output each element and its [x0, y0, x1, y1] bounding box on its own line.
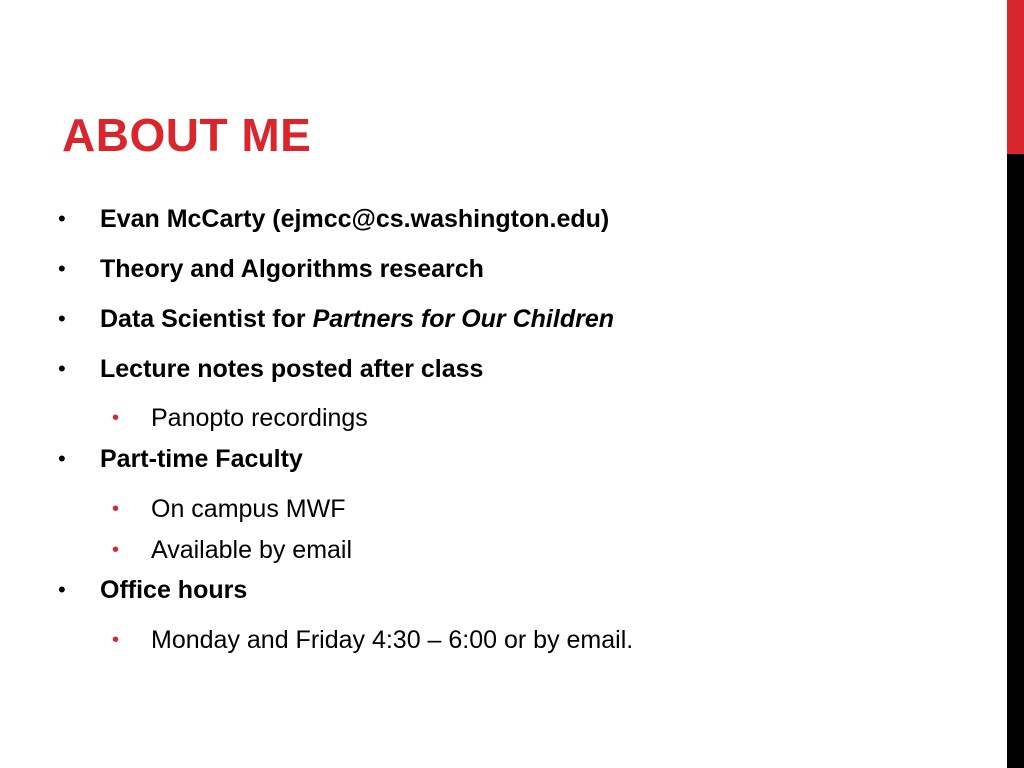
bullet-text-part-time: Part-time Faculty: [100, 445, 303, 473]
bullet-icon: •: [58, 306, 66, 331]
bullet-icon: •: [58, 356, 66, 381]
sub-bullet-icon: •: [112, 629, 120, 651]
bullet-text-office-hours: Office hours: [100, 576, 248, 604]
side-accent-bar-red: [1007, 0, 1024, 154]
bullet-icon: •: [58, 206, 66, 231]
organization-name: Partners for Our Children: [312, 305, 615, 333]
bullet-text-prefix: Data Scientist for: [100, 305, 313, 333]
sub-bullet-text-on-campus: On campus MWF: [151, 495, 346, 523]
sub-bullet-text-panopto: Panopto recordings: [151, 404, 368, 432]
bullet-text-lecture-notes: Lecture notes posted after class: [100, 355, 484, 383]
bullet-text-research: Theory and Algorithms research: [100, 255, 484, 283]
bullet-icon: •: [58, 577, 66, 602]
bullet-icon: •: [58, 256, 66, 281]
bullet-text-data-scientist: [100, 304, 614, 334]
bullet-icon: •: [58, 446, 66, 471]
bullet-text-name-email: Evan McCarty (ejmcc@cs.washington.edu): [100, 205, 610, 233]
sub-bullet-icon: •: [112, 539, 120, 561]
sub-bullet-icon: •: [112, 407, 120, 429]
sub-bullet-text-email: Available by email: [151, 536, 353, 564]
sub-bullet-icon: •: [112, 498, 120, 520]
side-accent-bar-dark: [1007, 154, 1024, 768]
sub-bullet-text-schedule: Monday and Friday 4:30 – 6:00 or by email.: [151, 626, 634, 654]
slide-title: ABOUT ME: [62, 109, 312, 161]
